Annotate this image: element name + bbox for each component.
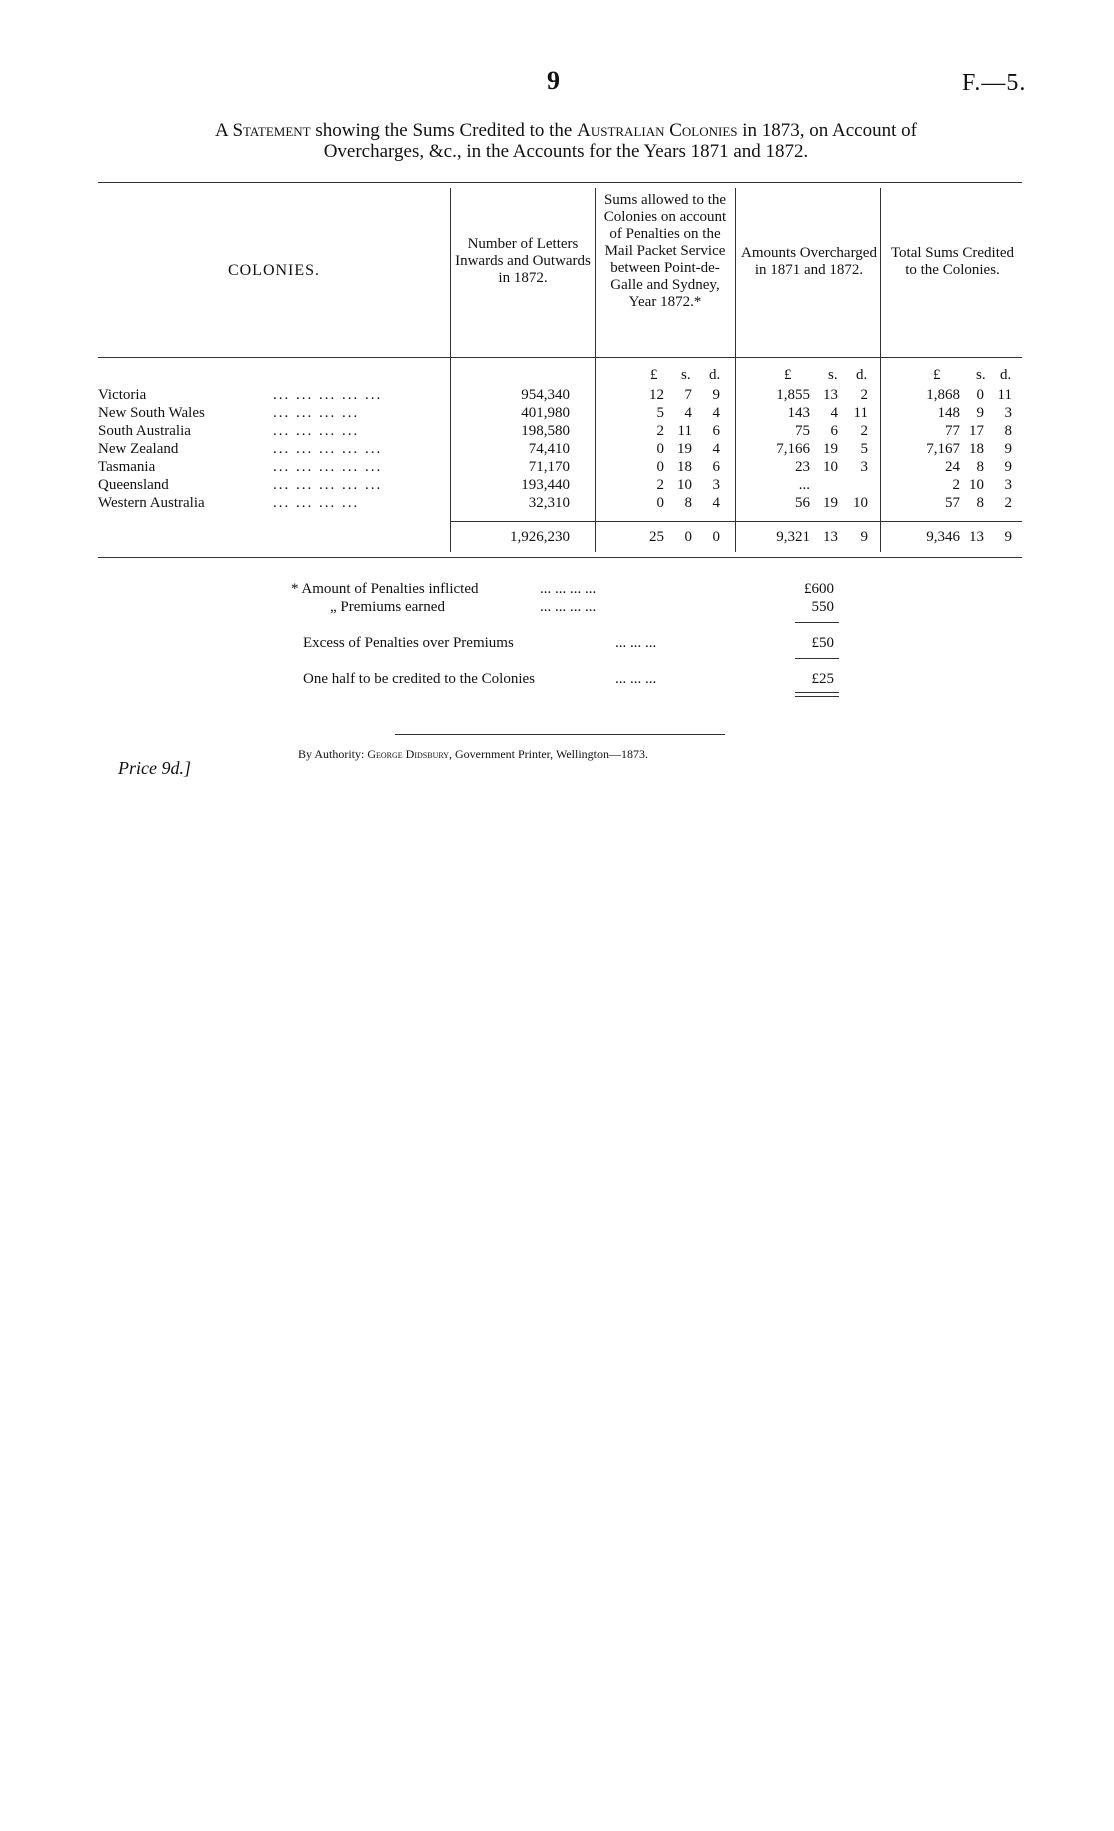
header-rule bbox=[98, 357, 1022, 358]
price: Price 9d.] bbox=[118, 758, 191, 778]
total-pounds: 2 bbox=[952, 477, 960, 493]
pen-pounds: 5 bbox=[656, 405, 664, 421]
pen-pounds: 0 bbox=[656, 459, 664, 475]
pen-pence-total: 0 bbox=[712, 529, 720, 545]
footnote-penalties-value: £600 bbox=[804, 581, 834, 597]
over-pence: 10 bbox=[853, 495, 868, 511]
leader-dots: ... ... ... ... bbox=[273, 405, 360, 421]
printer-name: George Didsbury bbox=[367, 747, 450, 761]
over-shillings: 10 bbox=[823, 459, 838, 475]
pen-shillings: 4 bbox=[684, 405, 692, 421]
over-shillings: 13 bbox=[823, 387, 838, 403]
total-pence-total: 9 bbox=[1004, 529, 1012, 545]
colony-name: Tasmania bbox=[98, 459, 156, 475]
total-pounds: 1,868 bbox=[926, 387, 960, 403]
header-letters: Number of Letters Inwards and Outwards in 1872. bbox=[455, 236, 591, 286]
unit-pound: £ bbox=[933, 367, 941, 383]
pen-shillings-total: 0 bbox=[684, 529, 692, 545]
leader-dots: ... ... ... ... ... bbox=[273, 441, 383, 457]
total-shillings: 17 bbox=[969, 423, 984, 439]
letters-cell: 954,340 bbox=[521, 387, 570, 403]
pen-shillings: 10 bbox=[677, 477, 692, 493]
table-bottom-rule bbox=[98, 557, 1022, 558]
document-title bbox=[98, 120, 1034, 162]
imprint-rule bbox=[395, 734, 725, 735]
over-pounds: 23 bbox=[795, 459, 810, 475]
footnote-penalties-label: * Amount of Penalties inflicted bbox=[291, 581, 479, 597]
footnote-premiums-label: „ Premiums earned bbox=[330, 599, 445, 615]
over-shillings: 19 bbox=[823, 441, 838, 457]
over-pence: 11 bbox=[853, 405, 868, 421]
leader-dots: ... ... ... ... bbox=[273, 495, 360, 511]
total-pence: 9 bbox=[1004, 441, 1012, 457]
total-pence: 8 bbox=[1004, 423, 1012, 439]
over-pence: 3 bbox=[860, 459, 868, 475]
over-pence: 2 bbox=[860, 387, 868, 403]
total-shillings-total: 13 bbox=[969, 529, 984, 545]
over-pence-total: 9 bbox=[860, 529, 868, 545]
leader-dots: ... ... ... ... ... bbox=[273, 387, 383, 403]
footnote-dots: ... ... ... bbox=[615, 635, 657, 651]
unit-shilling: s. bbox=[681, 367, 691, 383]
pen-pounds-total: 25 bbox=[649, 529, 664, 545]
column-divider bbox=[595, 188, 596, 552]
footnote-dots: ... ... ... ... bbox=[540, 599, 597, 615]
unit-pence: d. bbox=[1000, 367, 1012, 383]
pen-pounds: 2 bbox=[656, 477, 664, 493]
total-pence: 3 bbox=[1004, 477, 1012, 493]
title-colonies: Australian Colonies bbox=[577, 120, 738, 141]
footnote-dots: ... ... ... bbox=[615, 671, 657, 687]
letters-cell: 193,440 bbox=[521, 477, 570, 493]
pen-pence: 6 bbox=[712, 423, 720, 439]
over-pounds-total: 9,321 bbox=[776, 529, 810, 545]
pen-pence: 3 bbox=[712, 477, 720, 493]
total-pounds: 7,167 bbox=[926, 441, 960, 457]
total-shillings: 9 bbox=[976, 405, 984, 421]
pen-pence: 9 bbox=[712, 387, 720, 403]
unit-pound: £ bbox=[650, 367, 658, 383]
total-pounds: 57 bbox=[945, 495, 960, 511]
pen-shillings: 8 bbox=[684, 495, 692, 511]
document-reference: F.—5. bbox=[962, 70, 1027, 96]
leader-dots: ... ... ... ... bbox=[273, 423, 360, 439]
over-pounds: 1,855 bbox=[776, 387, 810, 403]
title-lead: A bbox=[215, 120, 228, 141]
footnote-dots: ... ... ... ... bbox=[540, 581, 597, 597]
header-colonies: COLONIES. bbox=[227, 262, 321, 279]
header-penalties: Sums allowed to the Colonies on account of Penalties on the Mail Packet Service between Point-de-Galle and Sydney, Year 1872.* bbox=[603, 192, 727, 310]
page-number: 9 bbox=[547, 66, 560, 95]
over-pence: 2 bbox=[860, 423, 868, 439]
pen-pounds: 0 bbox=[656, 495, 664, 511]
leader-dots: ... ... ... ... ... bbox=[273, 477, 383, 493]
sum-rule bbox=[795, 658, 839, 659]
leader-dots: ... ... ... ... ... bbox=[273, 459, 383, 475]
letters-cell: 401,980 bbox=[521, 405, 570, 421]
over-pounds: 7,166 bbox=[776, 441, 810, 457]
total-pence: 9 bbox=[1004, 459, 1012, 475]
colony-name: Victoria bbox=[98, 387, 147, 403]
colony-name: New South Wales bbox=[98, 405, 205, 421]
total-shillings: 8 bbox=[976, 495, 984, 511]
colony-name: Queensland bbox=[98, 477, 169, 493]
double-rule bbox=[795, 692, 839, 697]
letters-cell: 74,410 bbox=[528, 441, 570, 457]
pen-pence: 4 bbox=[712, 495, 720, 511]
total-pence: 11 bbox=[997, 387, 1012, 403]
pen-shillings: 18 bbox=[677, 459, 692, 475]
title-part1: showing the Sums Credited to the bbox=[315, 120, 573, 141]
sum-rule bbox=[795, 622, 839, 623]
pen-pounds: 2 bbox=[656, 423, 664, 439]
table-top-rule bbox=[98, 182, 1022, 183]
over-shillings: 6 bbox=[830, 423, 838, 439]
total-pounds-total: 9,346 bbox=[926, 529, 960, 545]
total-pence: 2 bbox=[1004, 495, 1012, 511]
column-divider bbox=[450, 188, 451, 552]
column-divider bbox=[735, 188, 736, 552]
letters-total: 1,926,230 bbox=[510, 529, 570, 545]
colony-name: South Australia bbox=[98, 423, 191, 439]
total-pounds: 77 bbox=[945, 423, 960, 439]
header-total: Total Sums Credited to the Colonies. bbox=[890, 245, 1015, 278]
total-shillings: 8 bbox=[976, 459, 984, 475]
pen-pence: 6 bbox=[712, 459, 720, 475]
pen-pounds: 12 bbox=[649, 387, 664, 403]
pen-pence: 4 bbox=[712, 405, 720, 421]
pen-shillings: 7 bbox=[684, 387, 692, 403]
over-pence: 5 bbox=[860, 441, 868, 457]
title-part2: in 1873, on Account of bbox=[742, 120, 917, 141]
footnote-half-label: One half to be credited to the Colonies bbox=[303, 671, 536, 687]
total-shillings: 0 bbox=[976, 387, 984, 403]
over-shillings: 19 bbox=[823, 495, 838, 511]
total-pounds: 148 bbox=[937, 405, 960, 421]
footnote-half-value: £25 bbox=[811, 671, 834, 687]
unit-shilling: s. bbox=[976, 367, 986, 383]
letters-cell: 32,310 bbox=[528, 495, 570, 511]
unit-pence: d. bbox=[856, 367, 868, 383]
colony-name: Western Australia bbox=[98, 495, 205, 511]
footnote-excess-value: £50 bbox=[811, 635, 834, 651]
over-pounds: ... bbox=[798, 477, 810, 493]
pen-pounds: 0 bbox=[656, 441, 664, 457]
over-shillings: 4 bbox=[830, 405, 838, 421]
letters-cell: 71,170 bbox=[528, 459, 570, 475]
totals-rule bbox=[450, 521, 1022, 522]
over-pounds: 56 bbox=[795, 495, 810, 511]
colony-name: New Zealand bbox=[98, 441, 179, 457]
total-shillings: 10 bbox=[969, 477, 984, 493]
authority-prefix: By Authority: bbox=[298, 747, 365, 761]
over-pounds: 75 bbox=[795, 423, 810, 439]
authority-suffix: , Government Printer, Wellington—1873. bbox=[449, 747, 648, 761]
unit-pound: £ bbox=[784, 367, 792, 383]
pen-shillings: 11 bbox=[677, 423, 692, 439]
over-pounds: 143 bbox=[787, 405, 810, 421]
unit-shilling: s. bbox=[828, 367, 838, 383]
letters-cell: 198,580 bbox=[521, 423, 570, 439]
pen-pence: 4 bbox=[712, 441, 720, 457]
over-shillings-total: 13 bbox=[823, 529, 838, 545]
unit-pence: d. bbox=[709, 367, 721, 383]
total-pounds: 24 bbox=[945, 459, 960, 475]
total-shillings: 18 bbox=[969, 441, 984, 457]
column-divider bbox=[880, 188, 881, 552]
header-overcharged: Amounts Overcharged in 1871 and 1872. bbox=[741, 245, 877, 278]
total-pence: 3 bbox=[1004, 405, 1012, 421]
title-line2: Overcharges, &c., in the Accounts for the Years 1871 and 1872. bbox=[323, 141, 809, 162]
footnote-premiums-value: 550 bbox=[811, 599, 834, 615]
pen-shillings: 19 bbox=[677, 441, 692, 457]
footnote-excess-label: Excess of Penalties over Premiums bbox=[303, 635, 514, 651]
authority-imprint bbox=[298, 747, 648, 762]
title-statement: Statement bbox=[232, 120, 311, 141]
